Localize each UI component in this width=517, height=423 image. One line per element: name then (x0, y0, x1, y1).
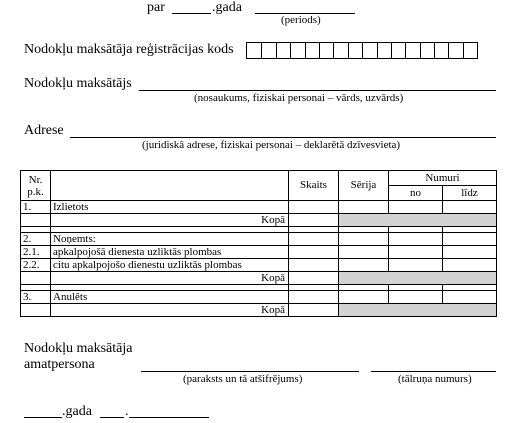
table-row (21, 201, 497, 214)
lidz-header: līdz (443, 186, 497, 201)
reg-code-box[interactable] (377, 43, 391, 58)
reg-code-boxes[interactable] (246, 42, 478, 59)
row-label: Noņemts: (51, 233, 289, 246)
periods-hint: (periods) (281, 14, 321, 26)
table-row-total (21, 272, 497, 285)
payer-hint: (nosaukums, fiziskai personai – vārds, uzvārds) (194, 92, 404, 104)
row-label: Anulēts (51, 291, 289, 304)
skaits-header: Skaits (289, 171, 339, 201)
row-nr: 2.1. (21, 246, 51, 259)
shaded-cell (339, 272, 497, 285)
par-label: par (147, 0, 165, 15)
nr-header: Nr. p.k. (21, 171, 51, 201)
total-label: Kopā (51, 272, 289, 285)
reg-code-box[interactable] (261, 43, 275, 58)
reg-code-box[interactable] (333, 43, 347, 58)
row-label: apkalpojošā dienesta uzliktās plombas (51, 246, 289, 259)
phone-hint: (tālruņa numurs) (398, 373, 472, 385)
reg-code-label: Nodokļu maksātāja reģistrācijas kods (24, 42, 234, 57)
name-header (51, 171, 289, 201)
shaded-cell (339, 214, 497, 227)
payer-field[interactable] (139, 90, 496, 91)
table-row (21, 259, 497, 272)
reg-code-box[interactable] (276, 43, 290, 58)
table-row (21, 246, 497, 259)
reg-code-box[interactable] (290, 43, 304, 58)
reg-code-box[interactable] (420, 43, 434, 58)
seals-table (20, 170, 497, 317)
reg-code-box[interactable] (247, 43, 261, 58)
table-row (21, 233, 497, 246)
row-nr: 2.2. (21, 259, 51, 272)
reg-code-box[interactable] (319, 43, 333, 58)
address-field[interactable] (70, 137, 496, 138)
reg-code-box[interactable] (348, 43, 362, 58)
serija-header: Sērija (339, 171, 389, 201)
reg-code-box[interactable] (362, 43, 376, 58)
signature-hint: (paraksts un tā atšifrējums) (183, 373, 303, 385)
bottom-month-field[interactable] (100, 417, 124, 418)
gada-label: .gada (212, 0, 242, 15)
year-field[interactable] (172, 13, 211, 14)
reg-code-box[interactable] (463, 43, 477, 58)
address-hint: (juridiskā adrese, fiziskai personai – deklarētā dzīvesvieta) (142, 139, 401, 151)
no-header: no (389, 186, 443, 201)
bottom-day-field[interactable] (129, 417, 209, 418)
reg-code-box[interactable] (305, 43, 319, 58)
table-row-total (21, 214, 497, 227)
phone-field[interactable] (371, 371, 496, 372)
bottom-year-field[interactable] (24, 417, 62, 418)
reg-code-box[interactable] (405, 43, 419, 58)
bottom-dot: . (125, 404, 129, 419)
total-label: Kopā (51, 214, 289, 227)
reg-code-box[interactable] (391, 43, 405, 58)
signature-field[interactable] (141, 371, 359, 372)
official-label-2: amatpersona (24, 357, 95, 372)
table-row (21, 291, 497, 304)
reg-code-box[interactable] (434, 43, 448, 58)
row-label: Izlietots (51, 201, 289, 214)
numuri-header: Numuri (389, 171, 497, 186)
row-label: citu apkalpojošo dienestu uzliktās plombas (51, 259, 289, 272)
total-label: Kopā (51, 304, 289, 317)
row-nr: 3. (21, 291, 51, 304)
row-nr: 2. (21, 233, 51, 246)
official-label-1: Nodokļu maksātāja (24, 341, 133, 356)
address-label: Adrese (24, 123, 64, 138)
shaded-cell (339, 304, 497, 317)
table-header-row (21, 171, 497, 186)
bottom-gada-label: .gada (62, 404, 92, 419)
payer-label: Nodokļu maksātājs (24, 76, 132, 91)
reg-code-box[interactable] (448, 43, 462, 58)
row-nr: 1. (21, 201, 51, 214)
table-row-total (21, 304, 497, 317)
